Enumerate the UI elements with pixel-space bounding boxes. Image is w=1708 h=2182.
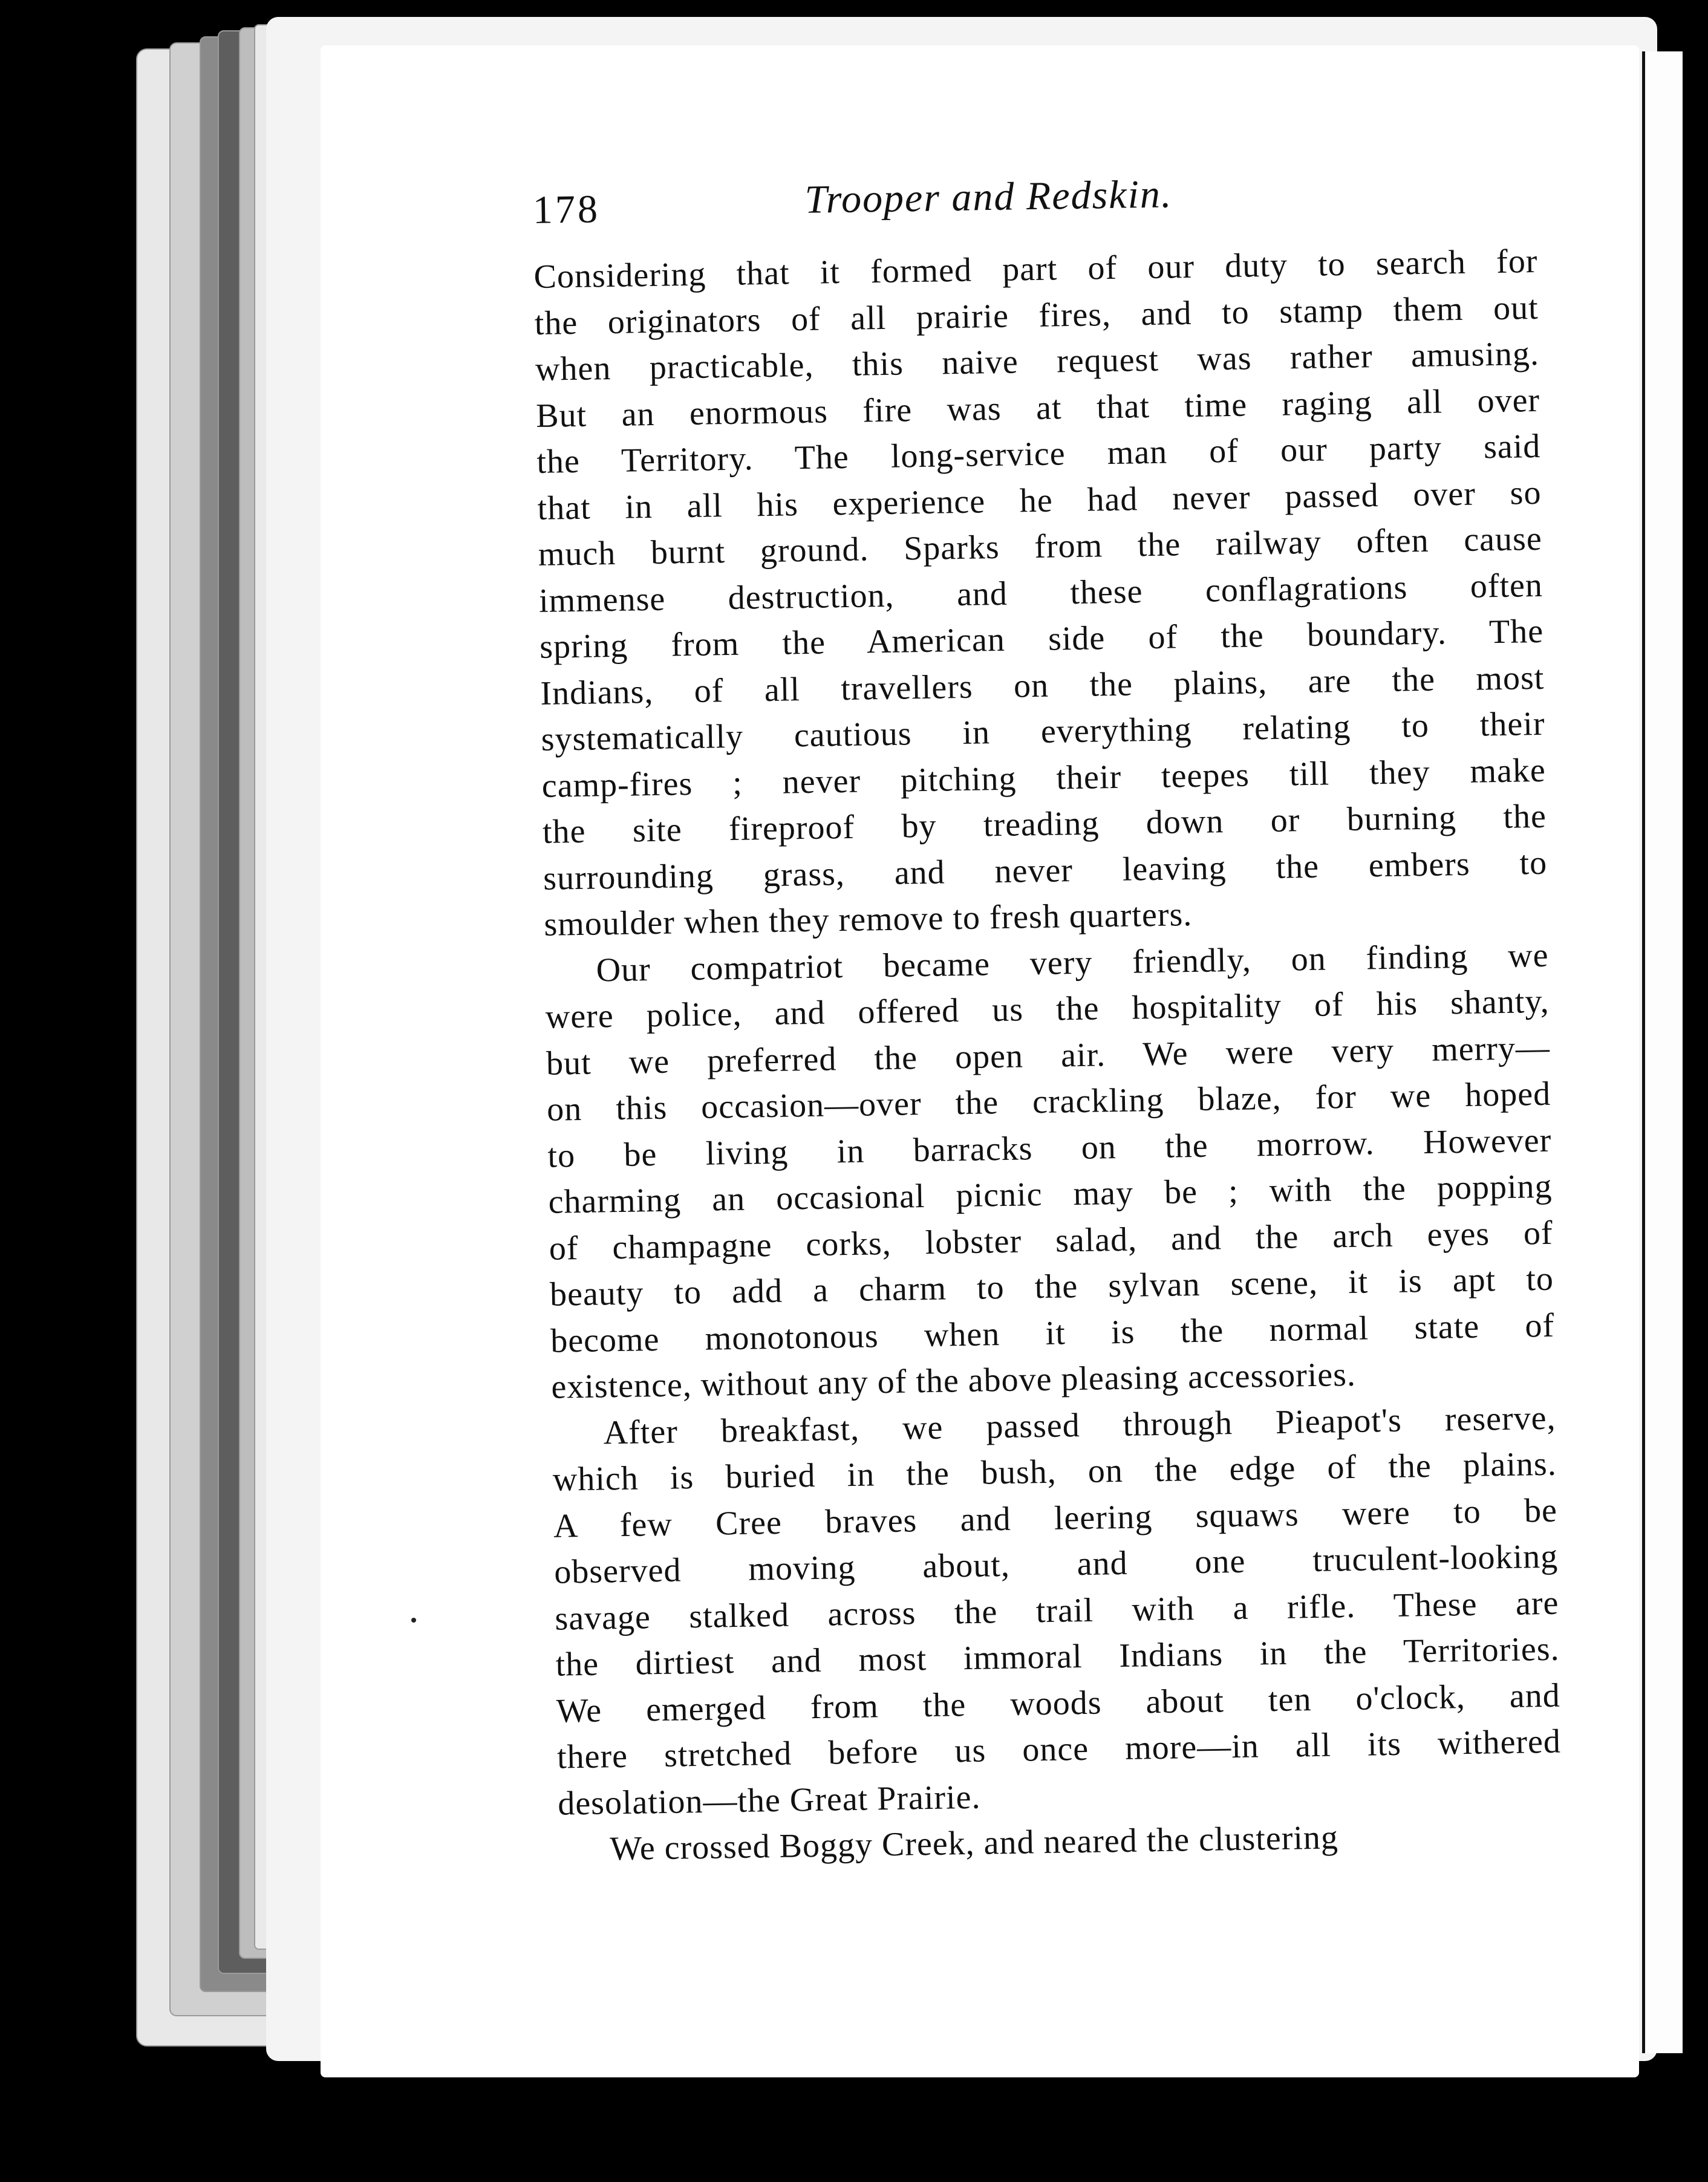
text-line: become monotonous when it is the normal state of: [550, 1306, 1555, 1360]
text-line: immense destruction, and these conflagrations often: [538, 566, 1543, 620]
text-line: smoulder when they remove to fresh quarters.: [543, 896, 1193, 943]
text-line: A few Cree braves and leering squaws were to be: [553, 1491, 1558, 1545]
text-line: We crossed Boggy Creek, and neared the clustering: [609, 1819, 1339, 1868]
text-line: the Territory. The long-service man of our party said: [536, 427, 1541, 481]
text-line: there stretched before us once more—in all its withered: [556, 1722, 1562, 1776]
text-line: surrounding grass, and never leaving the embers to: [543, 844, 1548, 897]
page-text: [532, 160, 1563, 1873]
text-line: on this occasion—over the crackling blaze, for we hoped: [546, 1075, 1551, 1128]
text-line: the originators of all prairie fires, and to stamp them out: [534, 288, 1539, 342]
text-line: camp-fires ; never pitching their teepes till they make: [541, 751, 1547, 805]
text-line: when practicable, this naive request was rather amusing.: [535, 334, 1540, 388]
text-line: Our compatriot became very friendly, on finding we: [596, 936, 1549, 989]
text-line: much burnt ground. Sparks from the railway often cause: [538, 519, 1543, 573]
text-line: spring from the American side of the boundary. The: [539, 612, 1544, 666]
page-number: 178: [532, 187, 601, 232]
text-line: After breakfast, we passed through Pieapot's reserve,: [603, 1399, 1556, 1451]
text-line: desolation—the Great Prairie.: [557, 1778, 981, 1823]
text-line: of champagne corks, lobster salad, and the arch eyes of: [549, 1214, 1554, 1268]
text-line: Indians, of all travellers on the plains, are the most: [539, 659, 1545, 712]
text-line: that in all his experience he had never passed over so: [537, 474, 1542, 527]
text-line: We emerged from the woods about ten o'clock, and: [556, 1676, 1561, 1730]
text-line: were police, and offered us the hospitality of his shanty,: [545, 982, 1550, 1036]
text-line: existence, without any of the above pleasing accessories.: [550, 1355, 1357, 1406]
running-head: [532, 160, 1537, 248]
body-text: [533, 238, 1563, 1873]
text-line: but we preferred the open air. We were very merry—: [546, 1029, 1551, 1083]
paragraph: [544, 932, 1556, 1410]
text-line: the dirtiest and most immoral Indians in the Territories.: [555, 1630, 1560, 1684]
text-line: which is buried in the bush, on the edge of the plains.: [552, 1445, 1557, 1499]
text-line: savage stalked across the trail with a rifle. These are: [554, 1584, 1559, 1638]
paragraph: [533, 238, 1548, 948]
paragraph: [552, 1395, 1562, 1826]
facing-page-edge: [1642, 51, 1683, 2053]
running-title: Trooper and Redskin.: [804, 172, 1173, 222]
text-line: But an enormous fire was at that time raging all over: [535, 381, 1540, 435]
speck: [411, 1618, 416, 1623]
text-line: Considering that it formed part of our duty to search for: [533, 242, 1538, 296]
text-line: charming an occasional picnic may be ; with the popping: [548, 1167, 1553, 1221]
text-line: observed moving about, and one truculent-looking: [553, 1537, 1559, 1591]
text-line: beauty to add a charm to the sylvan scene, it is apt to: [549, 1260, 1554, 1314]
text-line: to be living in barracks on the morrow. However: [547, 1121, 1552, 1175]
text-line: systematically cautious in everything relating to their: [541, 705, 1545, 758]
text-line: the site fireproof by treading down or burning the: [542, 797, 1547, 851]
